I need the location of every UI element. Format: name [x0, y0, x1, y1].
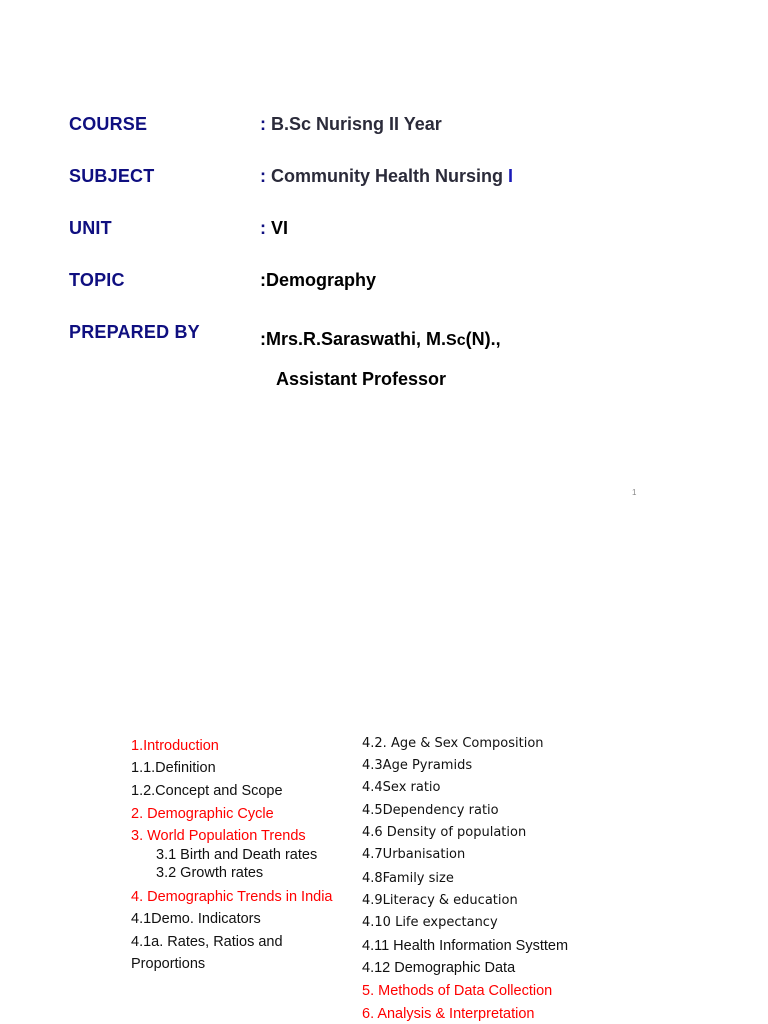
toc-left-item: 3.2 Growth rates [156, 865, 264, 881]
toc-left-item: 4. Demographic Trends in India [131, 889, 333, 905]
toc-left-item: 1.2.Concept and Scope [131, 783, 283, 799]
toc-right-item: 4.11 Health Information Systtem [362, 938, 569, 954]
prepared-by-role: Assistant Professor [276, 369, 447, 389]
subject-suffix: I [508, 166, 514, 186]
toc-right-item: 5. Methods of Data Collection [362, 983, 553, 999]
course-colon: : [260, 114, 266, 134]
unit-text: VI [271, 218, 289, 238]
toc-right-item: 4.6 Density of population [362, 825, 527, 840]
toc-right-item: 4.8Family size [362, 871, 454, 886]
toc-left-item: 3.1 Birth and Death rates [156, 847, 318, 863]
course-text: B.Sc Nurisng II Year [271, 114, 442, 134]
subject-text: Community Health Nursing [271, 166, 504, 186]
toc-right-item: 4.9Literacy & education [362, 893, 518, 908]
unit-colon: : [260, 218, 266, 238]
toc-right-item: 4.12 Demographic Data [362, 960, 516, 976]
course-label: COURSE [69, 114, 148, 134]
toc-left-item: 2. Demographic Cycle [131, 806, 274, 822]
unit-label: UNIT [69, 218, 112, 238]
subject-colon: : [260, 166, 266, 186]
unit-value [260, 218, 288, 239]
toc-left-item: 4.1Demo. Indicators [131, 911, 261, 927]
toc-left-item: 1.Introduction [131, 738, 219, 754]
toc-left-item: 3. World Population Trends [131, 828, 306, 844]
toc-right-item: 4.2. Age & Sex Composition [362, 736, 544, 751]
toc-right-item: 4.7Urbanisation [362, 847, 466, 862]
prepared-by-name-main: :Mrs.R.Saraswathi, M. [260, 329, 447, 349]
course-value [260, 114, 442, 135]
toc-right-item: 4.4Sex ratio [362, 780, 441, 795]
subject-label: SUBJECT [69, 166, 155, 186]
page-number: 1 [632, 488, 637, 497]
toc-left-item: 1.1.Definition [131, 760, 216, 776]
toc-right-item: 4.10 Life expectancy [362, 915, 498, 930]
prepared-by-label: PREPARED BY [69, 322, 200, 342]
toc-right-item: 4.5Dependency ratio [362, 803, 499, 818]
toc-left-item: Proportions [131, 956, 206, 972]
topic-value: :Demography [260, 270, 377, 290]
prepared-by-degree-n: (N)., [465, 329, 501, 349]
toc-right-item: 6. Analysis & Interpretation [362, 1006, 535, 1022]
toc-left-item: 4.1a. Rates, Ratios and [131, 934, 283, 950]
subject-value [260, 166, 513, 187]
topic-label: TOPIC [69, 270, 125, 290]
toc-right-item: 4.3Age Pyramids [362, 758, 473, 773]
prepared-by-name [260, 329, 501, 350]
prepared-by-degree-sc: Sc [446, 332, 466, 349]
